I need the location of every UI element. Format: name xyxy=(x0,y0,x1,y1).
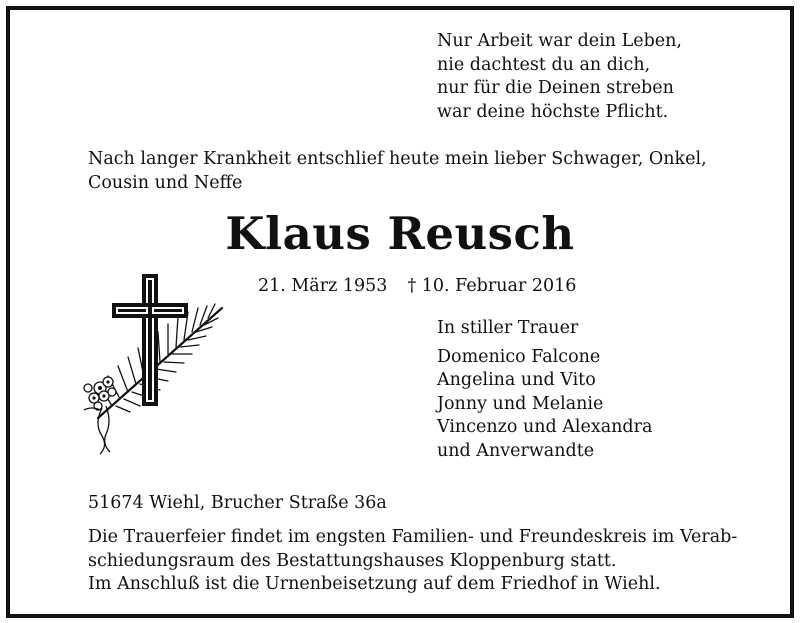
mourner-name: Jonny und Melanie xyxy=(437,393,604,414)
funeral-line: Die Trauerfeier findet im engsten Familien- und Freundeskreis im Verab- xyxy=(88,527,738,547)
poem-line: war deine höchste Pflicht. xyxy=(437,101,669,122)
obituary-notice xyxy=(6,6,794,618)
mourner-name: Angelina und Vito xyxy=(437,370,596,390)
funeral-info xyxy=(88,526,737,597)
intro-line: Nach langer Krankheit entschlief heute mein lieber Schwager, Onkel, xyxy=(88,149,707,169)
mourning-section xyxy=(437,317,652,463)
funeral-line: schiedungsraum des Bestattungshauses Kloppenburg statt. xyxy=(88,550,617,571)
address: 51674 Wiehl, Brucher Straße 36a xyxy=(88,493,387,513)
poem-line: nie dachtest du an dich, xyxy=(437,54,651,75)
mourner-name: Vincenzo und Alexandra xyxy=(437,417,653,437)
intro-text xyxy=(88,148,707,195)
mourner-name: und Anverwandte xyxy=(437,440,595,461)
cross-with-palm-branch-icon xyxy=(72,260,234,460)
funeral-line: Im Anschluß ist die Urnenbeisetzung auf dem Friedhof in Wiehl. xyxy=(88,574,661,594)
birth-date: 21. März 1953 xyxy=(258,276,388,296)
mourner-name: Domenico Falcone xyxy=(437,346,601,367)
poem-line: Nur Arbeit war dein Leben, xyxy=(437,31,682,51)
life-dates xyxy=(258,275,576,299)
death-date: † 10. Februar 2016 xyxy=(407,276,577,296)
deceased-name: Klaus Reusch xyxy=(225,207,575,260)
intro-line: Cousin und Neffe xyxy=(88,172,243,193)
mourning-heading: In stiller Trauer xyxy=(437,318,579,338)
poem xyxy=(437,30,682,124)
poem-line: nur für die Deinen streben xyxy=(437,78,674,98)
